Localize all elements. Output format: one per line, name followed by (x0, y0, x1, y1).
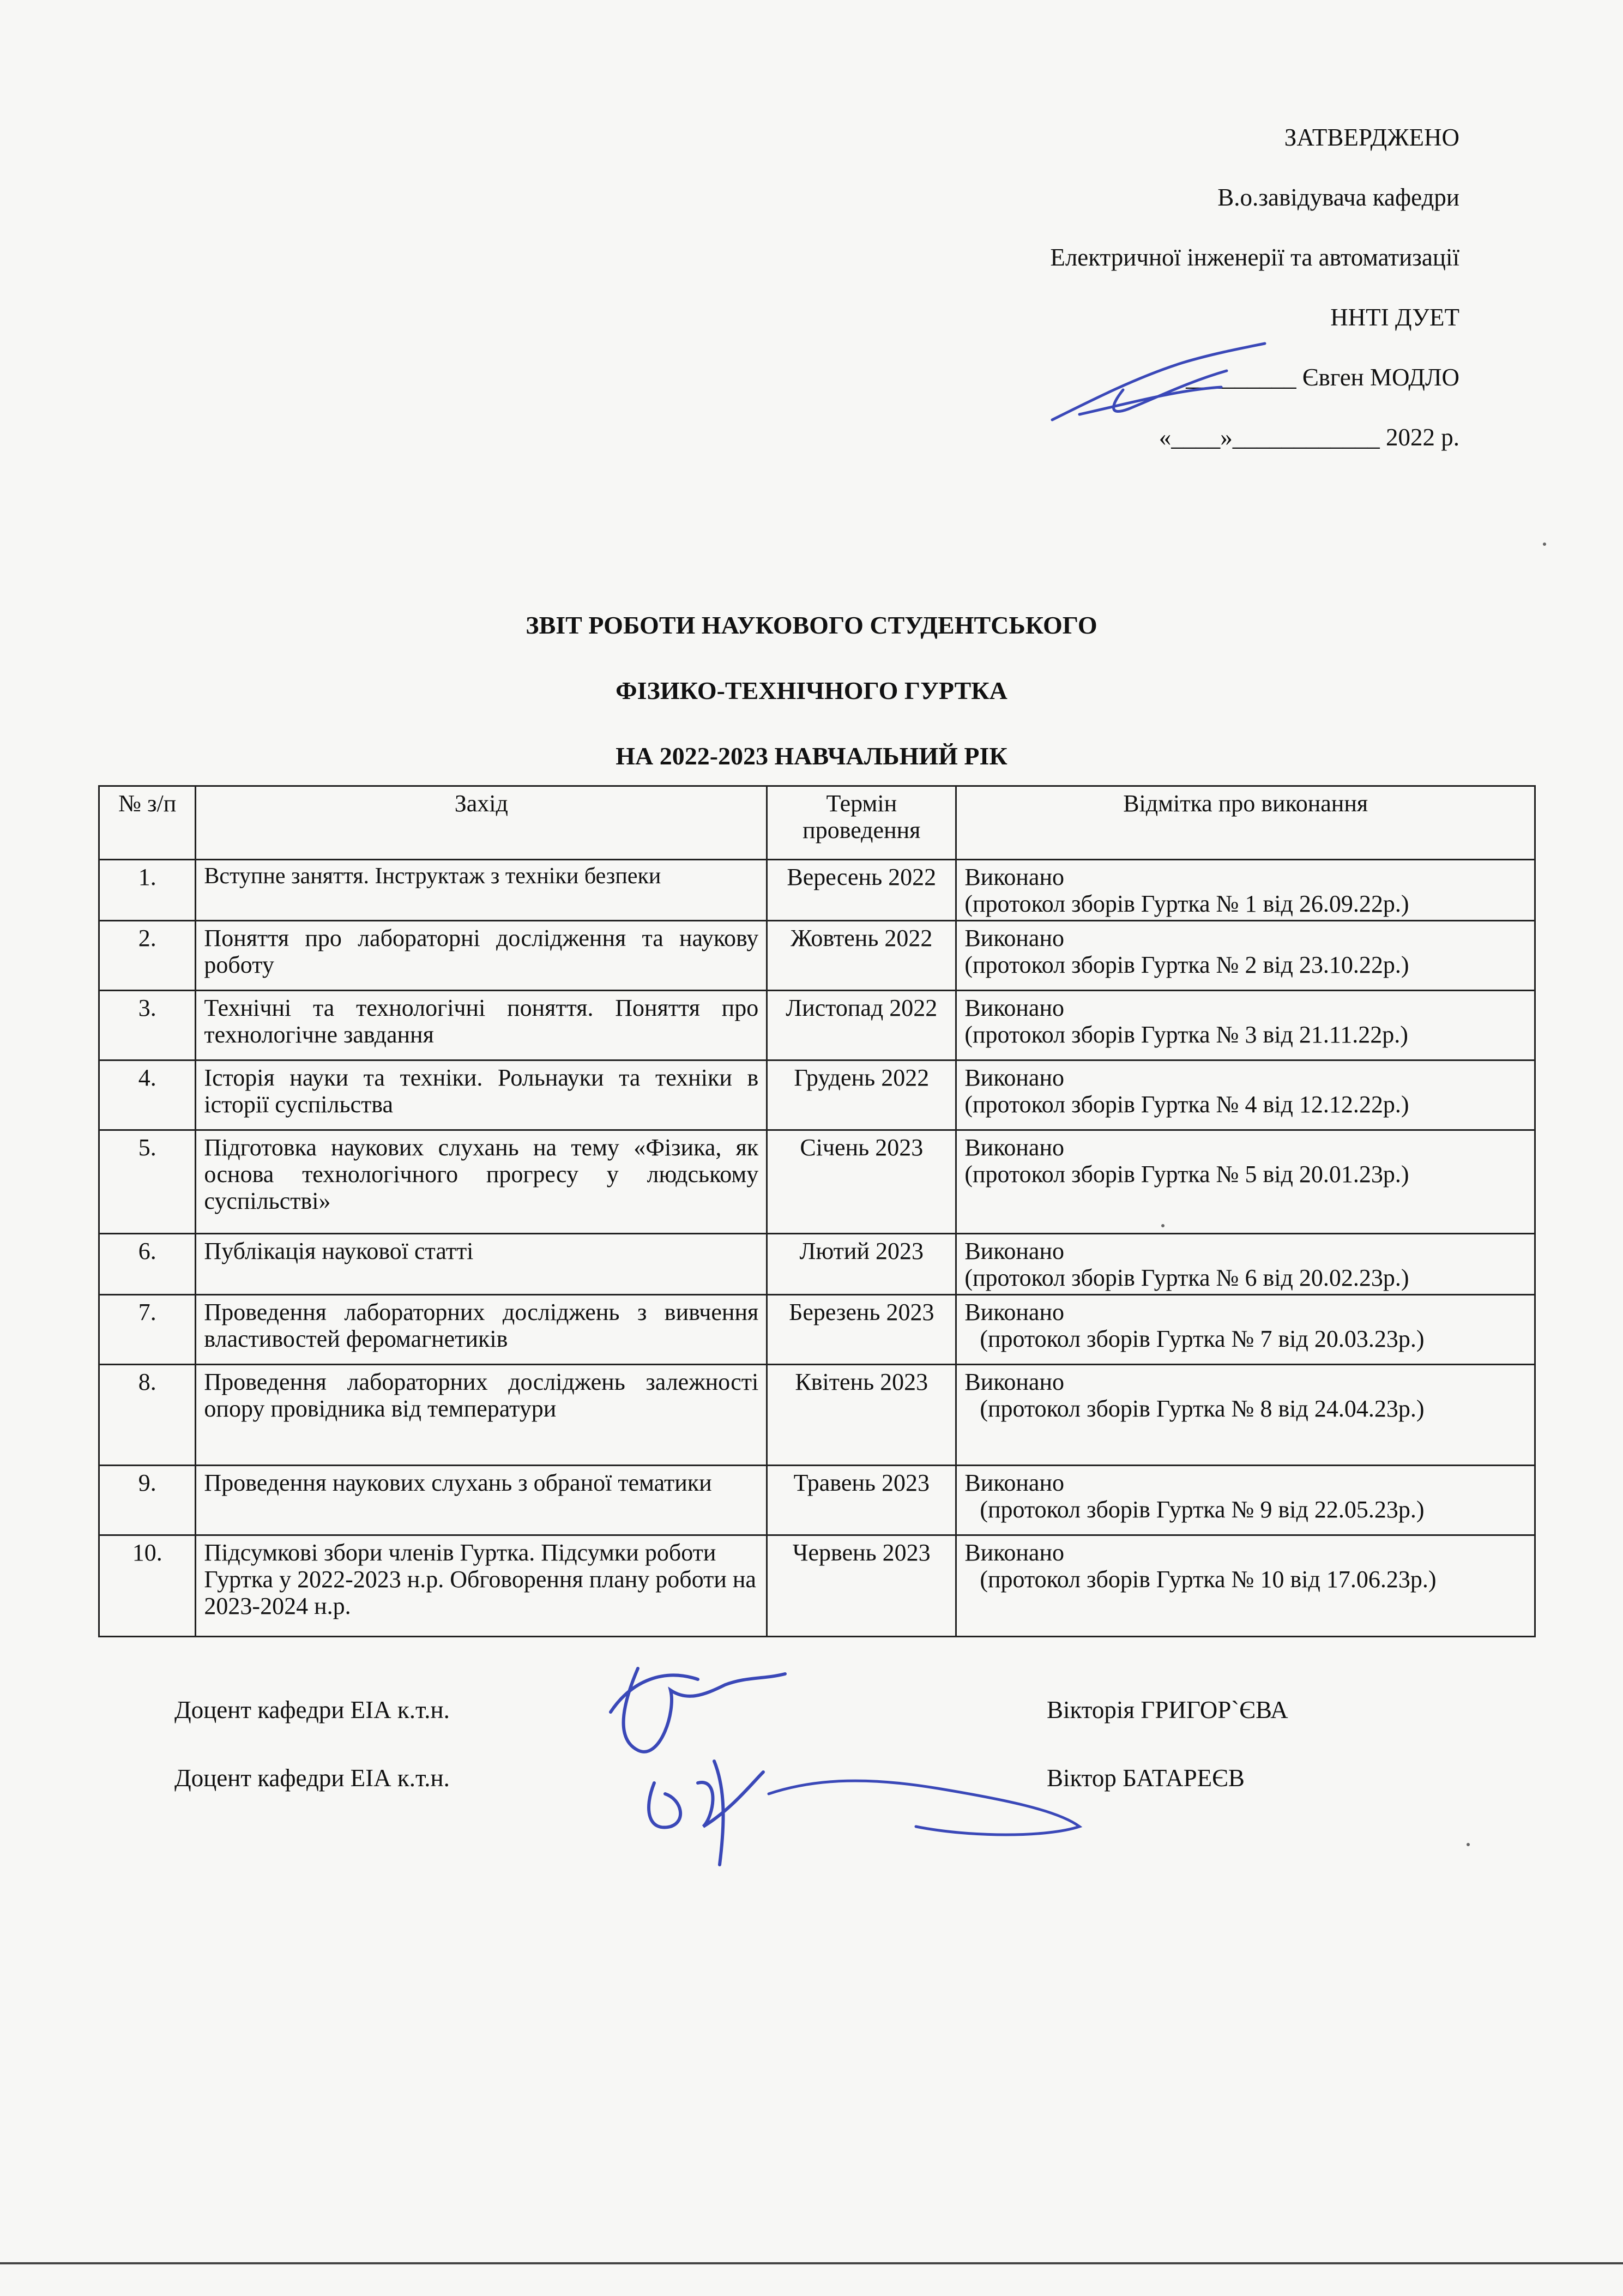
status-protocol: (протокол зборів Гуртка № 10 від 17.06.23р.) (980, 1565, 1437, 1593)
row-event: Проведення лабораторних досліджень залежності опору провідника від температури (196, 1364, 767, 1465)
header-event: Захід (196, 786, 767, 860)
row-event: Поняття про лабораторні дослідження та наукову роботу (196, 920, 767, 990)
row-event: Технічні та технологічні поняття. Поняття про технологічне завдання (196, 990, 767, 1060)
row-event: Проведення наукових слухань з обраної тематики (196, 1465, 767, 1535)
row-status (956, 1364, 1535, 1465)
status-protocol: (протокол зборів Гуртка № 4 від 12.12.22р.) (964, 1090, 1409, 1118)
status-label: Виконано (964, 1298, 1064, 1325)
row-num: 6. (99, 1233, 196, 1294)
row-event: Вступне заняття. Інструктаж з техніки безпеки (196, 860, 767, 921)
row-num: 3. (99, 990, 196, 1060)
table-row (99, 1364, 1535, 1465)
status-protocol: (протокол зборів Гуртка № 1 від 26.09.22р.) (964, 890, 1409, 918)
row-num: 8. (99, 1364, 196, 1465)
signer-name: Вікторія ГРИГОР`ЄВА (1047, 1696, 1288, 1723)
title-line-1: ЗВІТ РОБОТИ НАУКОВОГО СТУДЕНТСЬКОГО (526, 611, 1097, 639)
header-term: Термін проведення (767, 786, 956, 860)
approval-signatory: _________ Євген МОДЛО (1186, 364, 1459, 391)
signer-role: Доцент кафедри ЕІА к.т.н. (174, 1696, 450, 1723)
row-status (956, 1535, 1535, 1636)
row-num: 9. (99, 1465, 196, 1535)
report-title (0, 611, 1623, 807)
row-status (956, 860, 1535, 921)
row-num: 7. (99, 1294, 196, 1364)
status-label: Виконано (964, 994, 1064, 1021)
status-label: Виконано (964, 1539, 1064, 1566)
row-term: Березень 2023 (767, 1294, 956, 1364)
signer-row (174, 1764, 1428, 1832)
row-event: Підготовка наукових слухань на тему «Фізика, як основа технологічного прогресу у людському суспільстві» (196, 1130, 767, 1233)
row-term: Січень 2023 (767, 1130, 956, 1233)
row-status (956, 1130, 1535, 1233)
table-row (99, 1060, 1535, 1130)
row-term: Листопад 2022 (767, 990, 956, 1060)
status-protocol: (протокол зборів Гуртка № 2 від 23.10.22р.) (964, 951, 1409, 978)
row-term: Жовтень 2022 (767, 920, 956, 990)
table-row (99, 990, 1535, 1060)
status-label: Виконано (964, 864, 1064, 890)
row-term: Лютий 2023 (767, 1233, 956, 1294)
scan-speck (1543, 543, 1546, 546)
status-label: Виконано (964, 924, 1064, 951)
scan-speck (1467, 1843, 1470, 1846)
row-status (956, 1233, 1535, 1294)
status-protocol: (протокол зборів Гуртка № 5 від 20.01.23р.) (964, 1160, 1409, 1188)
status-label: Виконано (964, 1064, 1064, 1091)
row-status (956, 990, 1535, 1060)
status-label: Виконано (964, 1368, 1064, 1395)
row-num: 10. (99, 1535, 196, 1636)
row-event: Проведення лабораторних досліджень з вивчення властивостей феромагнетиків (196, 1294, 767, 1364)
status-label: Виконано (964, 1237, 1064, 1264)
row-term: Квітень 2023 (767, 1364, 956, 1465)
table-row (99, 1233, 1535, 1294)
activities-table (98, 785, 1536, 1637)
table-row (99, 1294, 1535, 1364)
table-row (99, 1465, 1535, 1535)
table-header-row (99, 786, 1535, 860)
table-row (99, 920, 1535, 990)
header-status: Відмітка про виконання (956, 786, 1535, 860)
row-event: Історія науки та техніки. Рольнауки та техніки в історії суспільства (196, 1060, 767, 1130)
approval-block (1050, 125, 1459, 485)
signer-name: Віктор БАТАРЕЄВ (1047, 1764, 1245, 1792)
scan-edge-line (0, 2262, 1623, 2264)
row-status (956, 920, 1535, 990)
row-status (956, 1294, 1535, 1364)
table-row (99, 860, 1535, 921)
title-line-2: ФІЗИКО-ТЕХНІЧНОГО ГУРТКА (616, 677, 1007, 704)
status-protocol: (протокол зборів Гуртка № 7 від 20.03.23р.) (980, 1325, 1425, 1352)
approval-heading: ЗАТВЕРДЖЕНО (1284, 124, 1459, 151)
scan-speck (1161, 1224, 1165, 1227)
approval-signature-icon (1047, 338, 1276, 431)
approval-institute: ННТІ ДУЕТ (1330, 304, 1459, 331)
row-status (956, 1465, 1535, 1535)
row-num: 1. (99, 860, 196, 921)
approval-date: «____»____________ 2022 р. (1159, 424, 1459, 451)
row-num: 4. (99, 1060, 196, 1130)
approval-position: В.о.завідувача кафедри (1217, 184, 1459, 211)
status-protocol: (протокол зборів Гуртка № 9 від 22.05.23р.) (980, 1496, 1425, 1523)
header-num: № з/п (99, 786, 196, 860)
row-term: Грудень 2022 (767, 1060, 956, 1130)
status-label: Виконано (964, 1469, 1064, 1496)
row-term: Травень 2023 (767, 1465, 956, 1535)
row-status (956, 1060, 1535, 1130)
table-row (99, 1130, 1535, 1233)
signer-row (174, 1696, 1428, 1764)
status-label: Виконано (964, 1134, 1064, 1161)
status-protocol: (протокол зборів Гуртка № 8 від 24.04.23р.) (980, 1395, 1425, 1422)
row-term: Червень 2023 (767, 1535, 956, 1636)
status-protocol: (протокол зборів Гуртка № 3 від 21.11.22р.) (964, 1021, 1408, 1048)
row-num: 5. (99, 1130, 196, 1233)
title-line-3: НА 2022-2023 НАВЧАЛЬНИЙ РІК (616, 742, 1007, 770)
row-event: Підсумкові збори членів Гуртка. Підсумки роботи Гуртка у 2022-2023 н.р. Обговорення плану роботи на 2023-2024 н.р. (196, 1535, 767, 1636)
row-term: Вересень 2022 (767, 860, 956, 921)
table-row (99, 1535, 1535, 1636)
signers-block (174, 1696, 1428, 1832)
approval-department: Електричної інженерії та автоматизації (1050, 244, 1459, 271)
row-event: Публікація наукової статті (196, 1233, 767, 1294)
row-num: 2. (99, 920, 196, 990)
signer-role: Доцент кафедри ЕІА к.т.н. (174, 1764, 450, 1792)
status-protocol: (протокол зборів Гуртка № 6 від 20.02.23р.) (964, 1264, 1409, 1291)
